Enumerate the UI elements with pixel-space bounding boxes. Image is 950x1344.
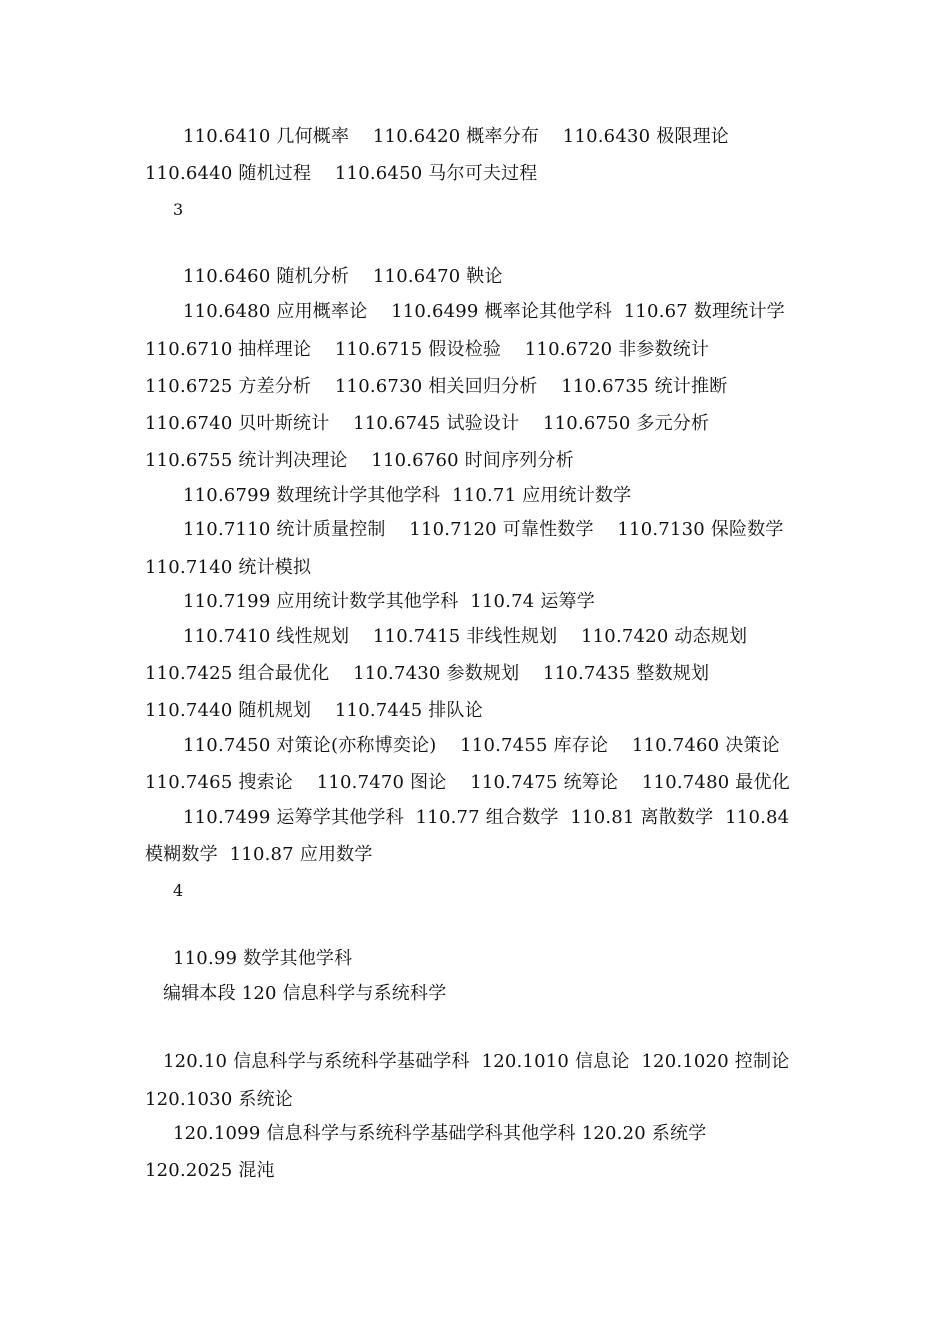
text-line: 110.6799 数理统计学其他学科 110.71 应用统计数学 bbox=[183, 485, 632, 506]
text-line: 120.1099 信息科学与系统科学基础学科其他学科 120.20 系统学 bbox=[173, 1123, 707, 1144]
text-line: 110.7465 搜索论 110.7470 图论 110.7475 统筹论 110.7480 最优化 bbox=[145, 772, 790, 793]
text-line: 110.6480 应用概率论 110.6499 概率论其他学科 110.67 数理统计学 bbox=[183, 301, 785, 322]
text-line: 110.6440 随机过程 110.6450 马尔可夫过程 bbox=[145, 163, 538, 184]
text-line: 110.6725 方差分析 110.6730 相关回归分析 110.6735 统计推断 bbox=[145, 376, 728, 397]
text-line: 110.7140 统计模拟 bbox=[145, 557, 312, 578]
text-line: 110.99 数学其他学科 bbox=[173, 948, 353, 969]
page-number: 4 bbox=[173, 881, 184, 900]
text-line: 110.7440 随机规划 110.7445 排队论 bbox=[145, 700, 483, 721]
page-number: 3 bbox=[173, 200, 184, 219]
text-line: 120.2025 混沌 bbox=[145, 1160, 275, 1181]
text-line: 模糊数学 110.87 应用数学 bbox=[145, 844, 373, 865]
text-line: 110.7110 统计质量控制 110.7120 可靠性数学 110.7130 保险数学 bbox=[183, 519, 784, 540]
text-line: 110.6460 随机分析 110.6470 鞅论 bbox=[183, 266, 503, 287]
text-line: 110.6710 抽样理论 110.6715 假设检验 110.6720 非参数统计 bbox=[145, 339, 710, 360]
section-heading: 编辑本段 120 信息科学与系统科学 bbox=[163, 983, 447, 1004]
text-line: 110.7410 线性规划 110.7415 非线性规划 110.7420 动态规划 bbox=[183, 626, 748, 647]
text-line: 110.6410 几何概率 110.6420 概率分布 110.6430 极限理论 bbox=[183, 126, 729, 147]
text-line: 120.1030 系统论 bbox=[145, 1089, 294, 1110]
text-line: 120.10 信息科学与系统科学基础学科 120.1010 信息论 120.1020 控制论 bbox=[163, 1051, 790, 1072]
text-line: 110.7425 组合最优化 110.7430 参数规划 110.7435 整数规划 bbox=[145, 663, 710, 684]
text-line: 110.7450 对策论(亦称博奕论) 110.7455 库存论 110.7460 决策论 bbox=[183, 735, 780, 756]
text-line: 110.6755 统计判决理论 110.6760 时间序列分析 bbox=[145, 450, 574, 471]
text-line: 110.6740 贝叶斯统计 110.6745 试验设计 110.6750 多元分析 bbox=[145, 413, 710, 434]
text-line: 110.7199 应用统计数学其他学科 110.74 运筹学 bbox=[183, 591, 595, 612]
text-line: 110.7499 运筹学其他学科 110.77 组合数学 110.81 离散数学 110.84 bbox=[183, 807, 790, 828]
